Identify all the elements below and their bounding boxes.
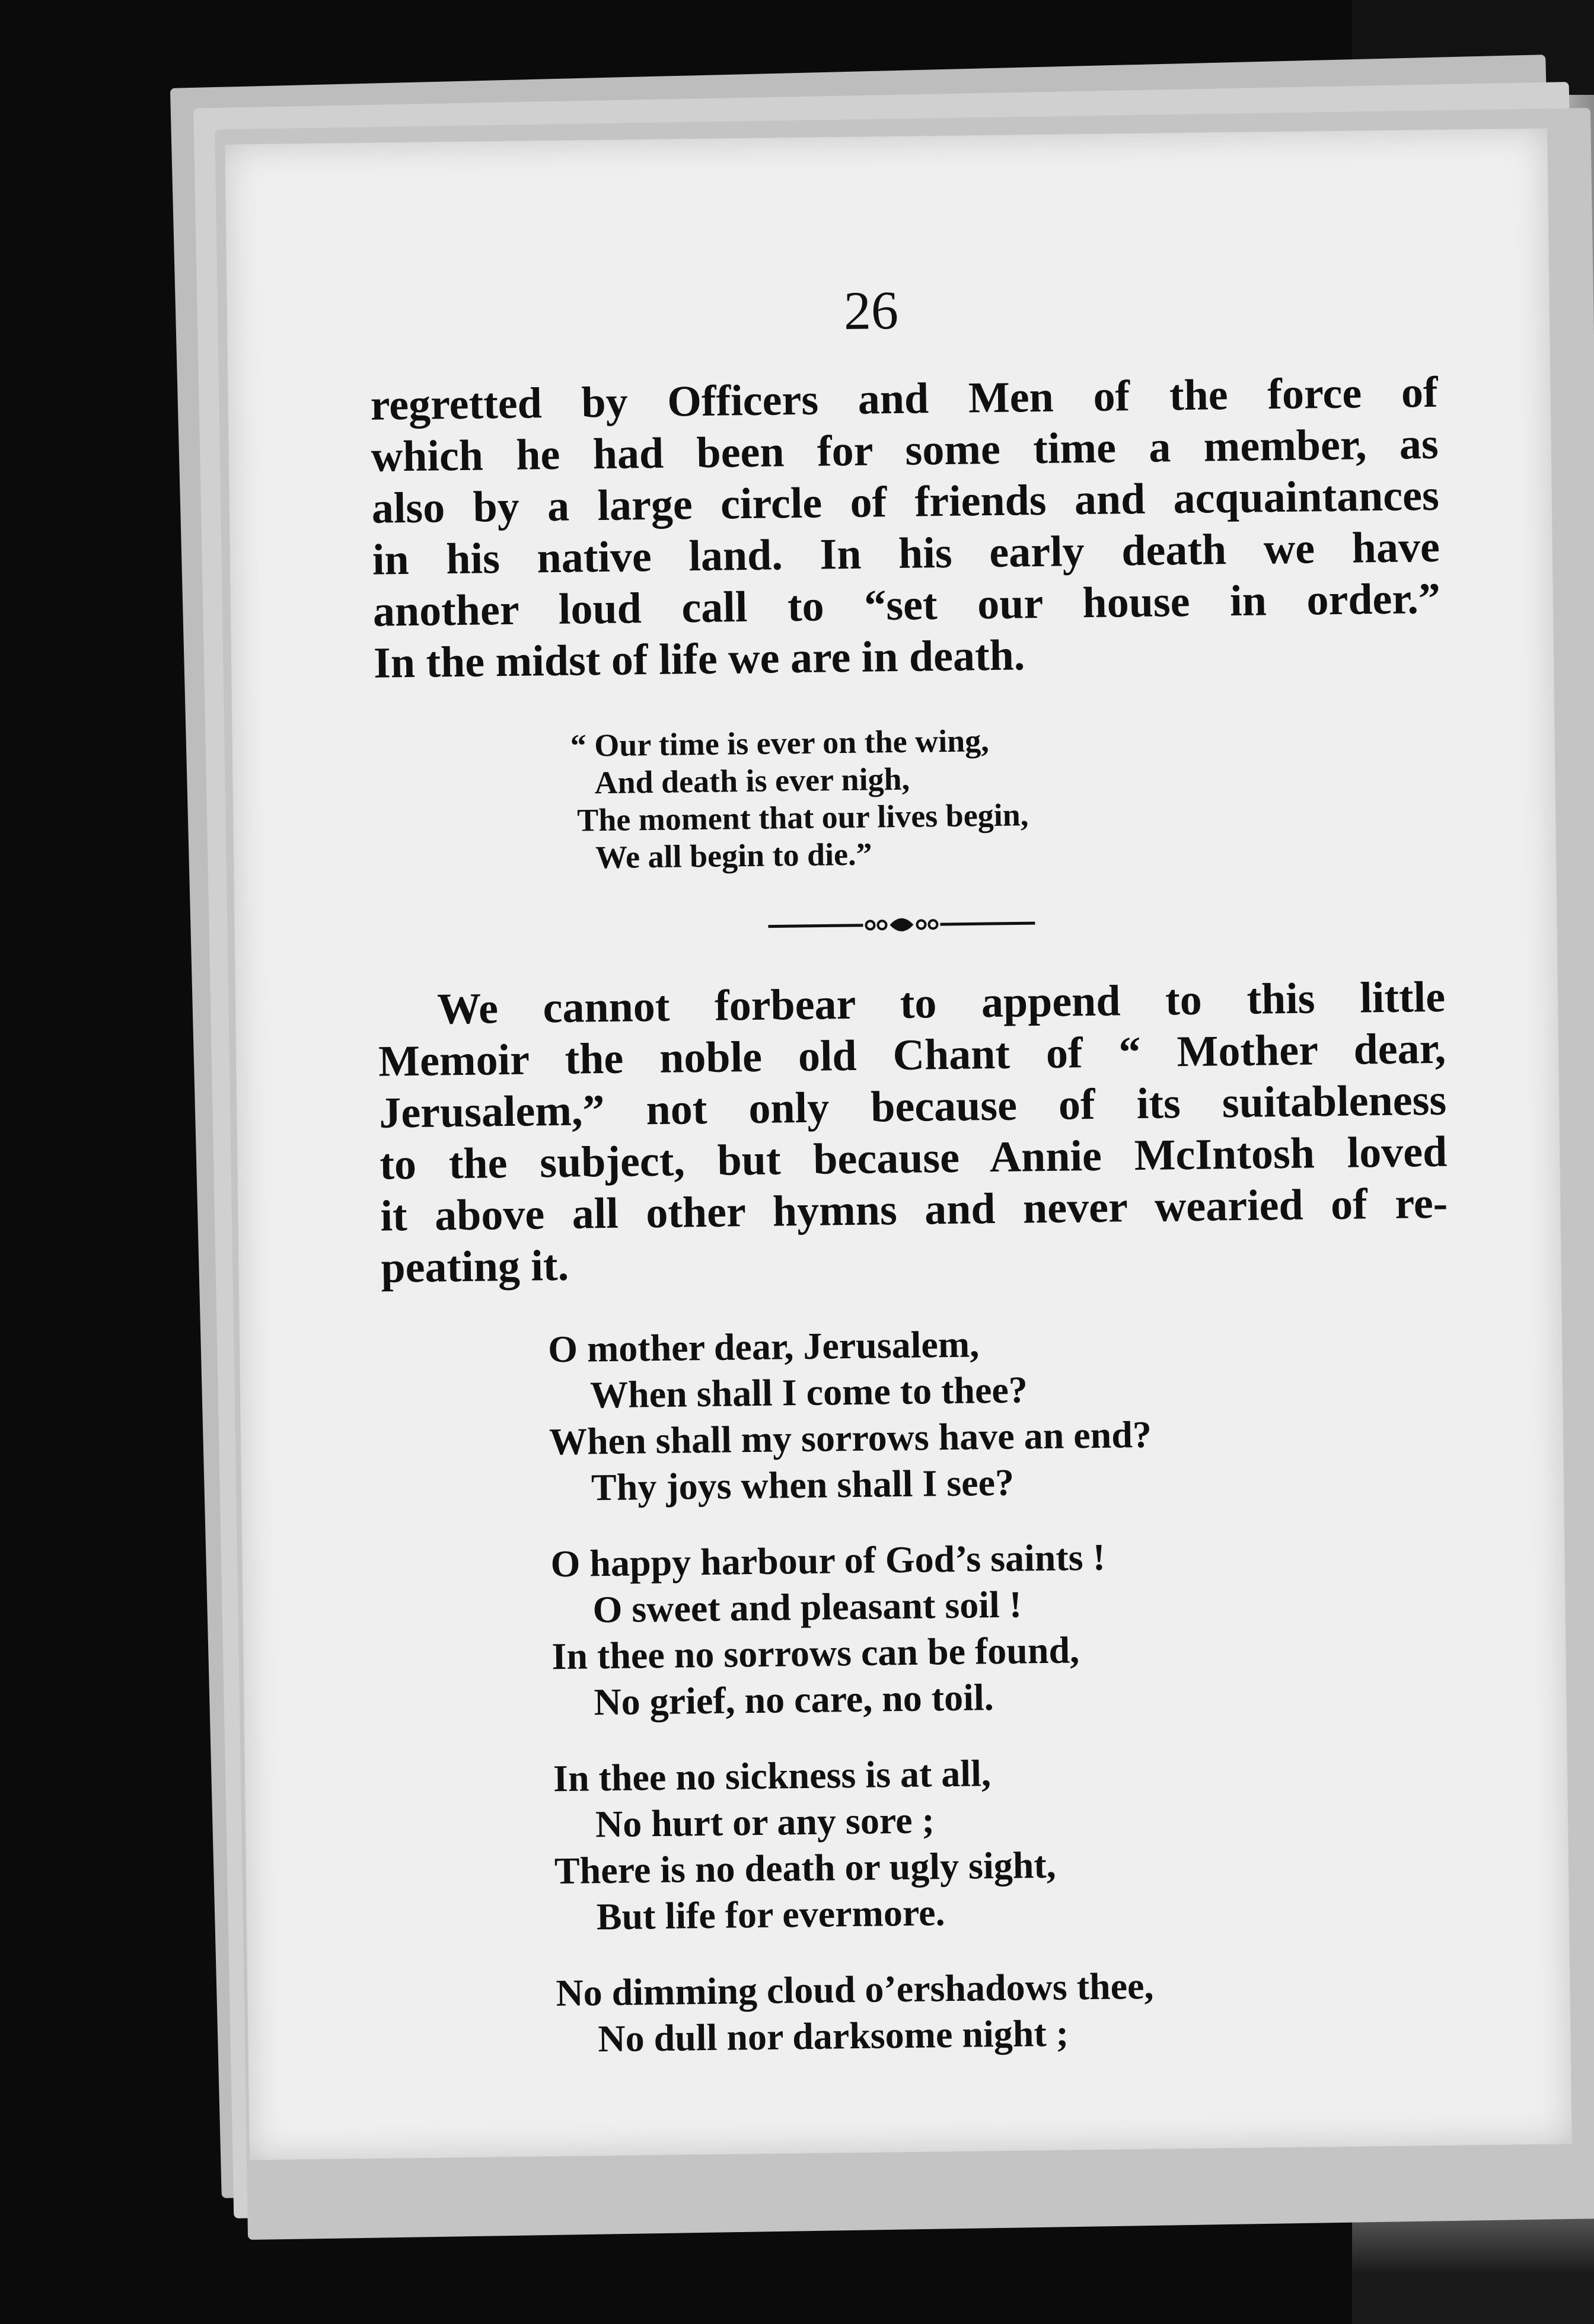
- hymn-line: But life for evermore.: [596, 1891, 945, 1938]
- hymn-line: When shall my sorrows have an end?: [549, 1413, 1152, 1463]
- hymn-stanza: [550, 1531, 1383, 1726]
- paragraph-line: also by a large circle of friends and acquaintances: [371, 471, 1440, 533]
- verse-line: The moment that our lives begin,: [576, 797, 1029, 838]
- verse-line: We all begin to die.”: [595, 836, 872, 876]
- hymn-line: In thee no sickness is at all,: [553, 1752, 992, 1800]
- hymn-stanza: [548, 1316, 1381, 1511]
- ornamental-divider: [768, 905, 1035, 944]
- quoted-verse: [570, 720, 1165, 876]
- hymn-line: There is no death or ugly sight,: [554, 1843, 1057, 1892]
- paragraph-line: to the subject, but because Annie McIntosh loved: [379, 1127, 1448, 1189]
- hymn-line: No dimming cloud o’ershadows thee,: [556, 1964, 1154, 2015]
- paragraph-line: peating it.: [380, 1241, 569, 1292]
- page-number: 26: [843, 279, 899, 341]
- hymn-line: No hurt or any sore ;: [595, 1799, 935, 1846]
- paragraph-line: In the midst of life we are in death.: [373, 631, 1025, 688]
- paragraph-line: another loud call to “set our house in order.”: [372, 574, 1441, 636]
- paragraph-line: regretted by Officers and Men of the force of: [370, 368, 1439, 430]
- paragraph-line: in his native land. In his early death we have: [372, 522, 1440, 585]
- hymn-line: No grief, no care, no toil.: [594, 1676, 994, 1723]
- paragraph-memoir-end: [370, 367, 1441, 689]
- paragraph-line: which he had been for some time a member, as: [371, 419, 1439, 481]
- hymn-stanza: [553, 1745, 1386, 1940]
- paragraph-line: We cannot forbear to append to this little: [436, 972, 1446, 1034]
- paragraph-hymn-intro: [378, 972, 1449, 1294]
- hymn-stanza: [556, 1960, 1387, 2063]
- hymn-line: No dull nor darksome night ;: [597, 2012, 1069, 2060]
- hymn-line: O mother dear, Jerusalem,: [547, 1323, 980, 1371]
- book-page: [225, 129, 1571, 2160]
- paragraph-line: it above all other hymns and never wearied of re-: [380, 1179, 1448, 1241]
- hymn-line: When shall I come to thee?: [589, 1368, 1028, 1416]
- hymn-line: In thee no sorrows can be found,: [551, 1629, 1080, 1678]
- hymn-line: Thy joys when shall I see?: [591, 1461, 1015, 1509]
- hymn-mother-dear-jerusalem: [548, 1316, 1388, 2092]
- paragraph-line: Memoir the noble old Chant of “ Mother dear,: [378, 1024, 1446, 1086]
- verse-line: “ Our time is ever on the wing,: [570, 723, 990, 764]
- verse-line: And death is ever nigh,: [594, 761, 910, 801]
- hymn-line: O sweet and pleasant soil !: [592, 1583, 1022, 1631]
- paragraph-line: Jerusalem,” not only because of its suitableness: [378, 1075, 1447, 1138]
- hymn-line: O happy harbour of God’s saints !: [550, 1536, 1106, 1585]
